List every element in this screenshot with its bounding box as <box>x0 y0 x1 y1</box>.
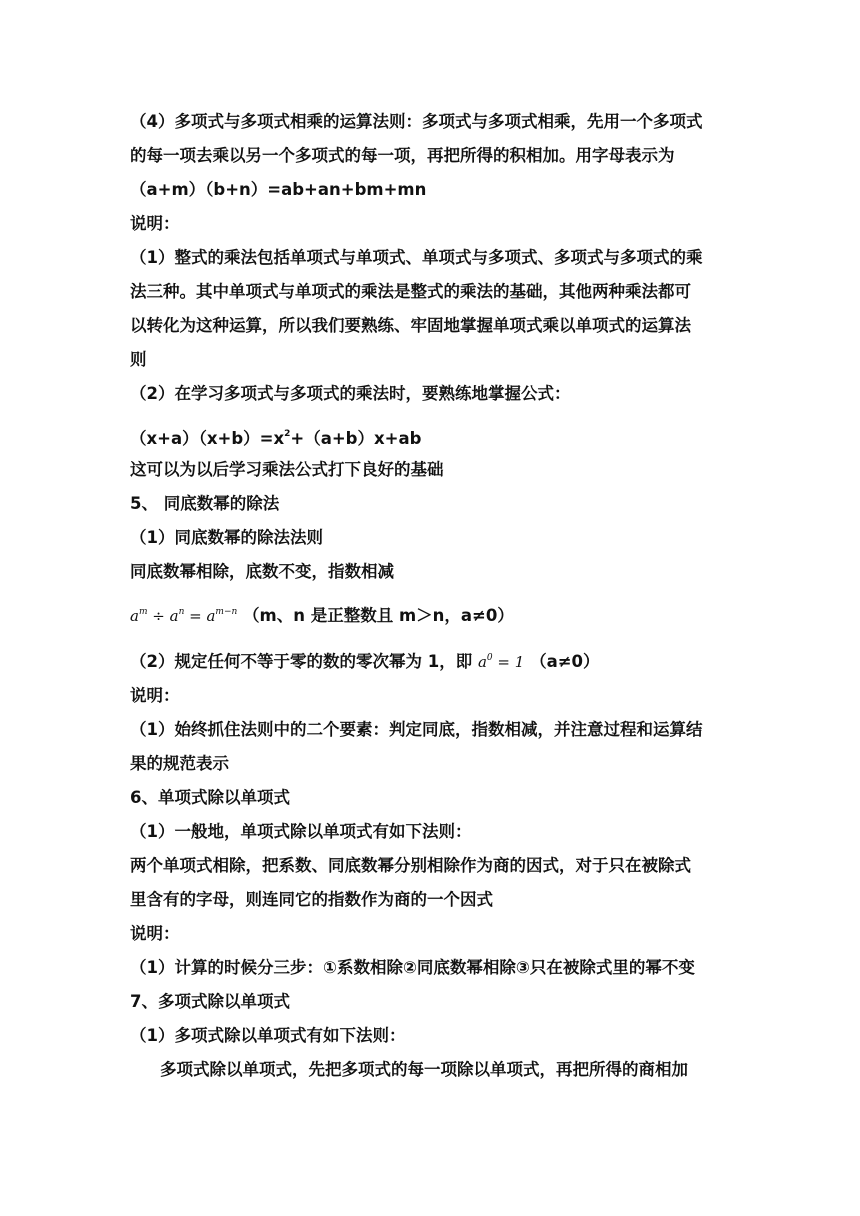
math-exponent: m−n <box>215 607 238 617</box>
math-base: a <box>477 653 487 671</box>
math-exponent: n <box>178 607 185 617</box>
formula-exponent: 2 <box>284 429 291 439</box>
math-operator: ÷ a <box>147 607 179 625</box>
text-line: （1）一般地，单项式除以单项式有如下法则： <box>130 822 472 841</box>
text-line: （1）多项式除以单项式有如下法则： <box>130 1026 406 1045</box>
text-part: （2）规定任何不等于零的数的零次幂为 1，即 <box>130 652 473 671</box>
text-line: 的每一项去乘以另一个多项式的每一项，再把所得的积相加。用字母表示为 <box>130 146 675 165</box>
text-line <box>130 648 600 672</box>
math-operator: = 1 <box>492 653 525 671</box>
formula-part: （x+a）（x+b）=x <box>130 429 285 448</box>
math-exponent: m <box>138 607 148 617</box>
text-line: （4）多项式与多项式相乘的运算法则：多项式与多项式相乘，先用一个多项式 <box>130 112 703 131</box>
text-part: （a≠0） <box>530 652 600 671</box>
section-heading: 7、多项式除以单项式 <box>130 992 290 1011</box>
formula-line <box>130 424 421 449</box>
text-line: 这可以为以后学习乘法公式打下良好的基础 <box>130 460 444 479</box>
formula-part: +（a+b）x+ab <box>290 429 422 448</box>
text-line: 同底数幂相除，底数不变，指数相减 <box>130 562 394 581</box>
text-line: 两个单项式相除，把系数、同底数幂分别相除作为商的因式，对于只在被除式 <box>130 856 691 875</box>
section-label: 说明： <box>130 686 180 705</box>
section-heading: 6、单项式除以单项式 <box>130 788 290 807</box>
section-label: 说明： <box>130 214 180 233</box>
text-line: 果的规范表示 <box>130 754 229 773</box>
formula-condition: （m、n 是正整数且 m＞n，a≠0） <box>243 606 514 625</box>
text-line: 则 <box>130 350 147 369</box>
section-label: 说明： <box>130 924 180 943</box>
formula-line <box>130 602 514 626</box>
text-line: （2）在学习多项式与多项式的乘法时，要熟练地掌握公式： <box>130 384 571 403</box>
text-line: （1）同底数幂的除法法则 <box>130 528 323 547</box>
text-line: 里含有的字母，则连同它的指数作为商的一个因式 <box>130 890 493 909</box>
math-base: a <box>130 607 139 625</box>
text-line: （1）整式的乘法包括单项式与单项式、单项式与多项式、多项式与多项式的乘 <box>130 248 703 267</box>
section-heading: 5、 同底数幂的除法 <box>130 494 280 513</box>
text-line: 多项式除以单项式，先把多项式的每一项除以单项式，再把所得的商相加 <box>160 1060 688 1079</box>
math-exponent: 0 <box>486 653 493 663</box>
text-line: （1）始终抓住法则中的二个要素：判定同底，指数相减，并注意过程和运算结 <box>130 720 703 739</box>
text-line: 法三种。其中单项式与单项式的乘法是整式的乘法的基础，其他两种乘法都可 <box>130 282 691 301</box>
text-line: （1）计算的时候分三步：①系数相除②同底数幂相除③只在被除式里的幂不变 <box>130 958 695 977</box>
math-operator: = a <box>184 607 216 625</box>
text-line: 以转化为这种运算，所以我们要熟练、牢固地掌握单项式乘以单项式的运算法 <box>130 316 691 335</box>
formula-line: （a+m）（b+n）=ab+an+bm+mn <box>130 180 427 199</box>
